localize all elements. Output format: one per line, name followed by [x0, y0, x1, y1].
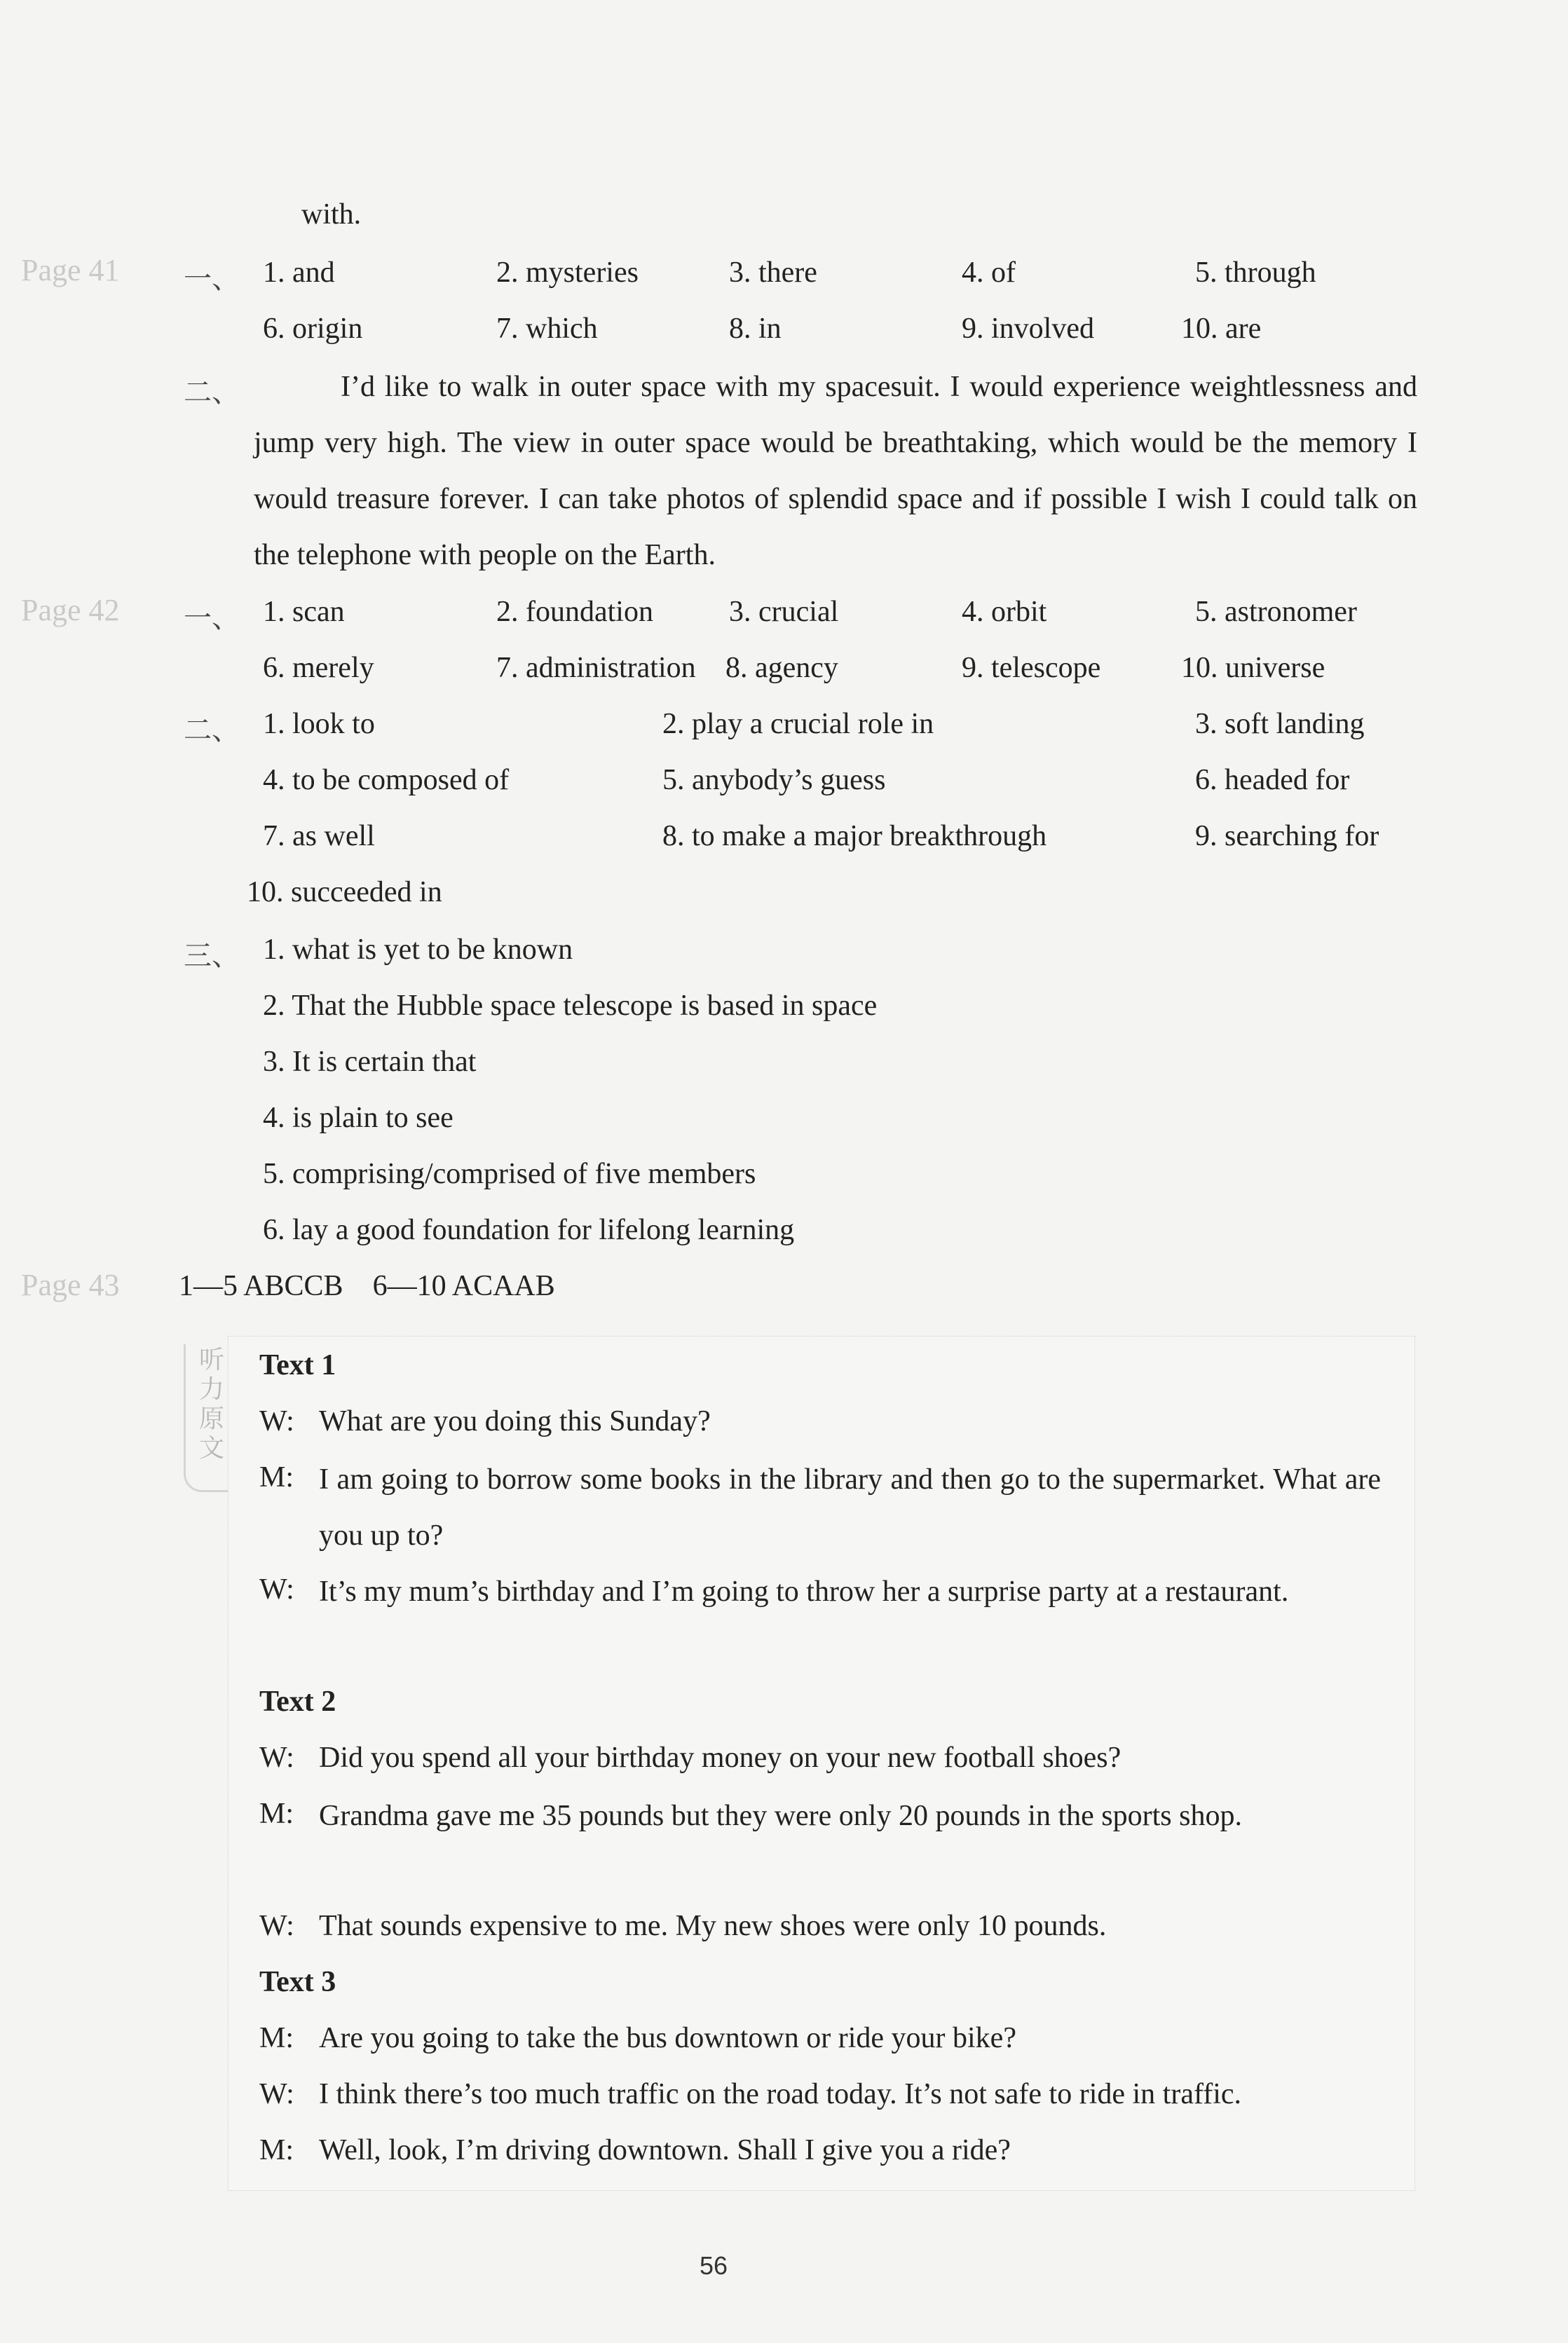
p42-section-2-marker: 二、: [184, 714, 240, 746]
text-3-title: Text 3: [259, 1966, 336, 1998]
page-number: 56: [700, 2251, 728, 2280]
speaker-label: M:: [259, 1461, 294, 1494]
p42-s2-item: 9. searching for: [1195, 820, 1379, 852]
p41-s1-item: 1. and: [263, 257, 335, 289]
page-42-label: Page 42: [21, 593, 120, 627]
p42-s1-item: 1. scan: [263, 596, 345, 628]
p42-s1-item: 2. foundation: [496, 596, 653, 628]
speaker-label: W:: [259, 1573, 294, 1606]
p41-s1-item: 5. through: [1195, 257, 1316, 289]
speaker-label: M:: [259, 2134, 294, 2166]
speaker-label: M:: [259, 1798, 294, 1830]
p42-s1-item: 6. merely: [263, 652, 374, 684]
dialogue-line: I am going to borrow some books in the library and then go to the supermarket. What are you up to?: [319, 1463, 1381, 1552]
dialogue-line: I think there’s too much traffic on the road today. It’s not safe to ride in traffic.: [319, 2078, 1242, 2110]
p42-s1-item: 5. astronomer: [1195, 596, 1357, 628]
p41-s1-item: 7. which: [496, 313, 598, 345]
p42-s3-item: 6. lay a good foundation for lifelong learning: [263, 1214, 795, 1246]
p41-s1-item: 10. are: [1181, 313, 1262, 345]
p42-s3-item: 5. comprising/comprised of five members: [263, 1158, 756, 1190]
p42-s1-item: 9. telescope: [962, 652, 1101, 684]
dialogue-line: It’s my mum’s birthday and I’m going to throw her a surprise party at a restaurant.: [319, 1576, 1289, 1608]
p42-s2-item: 8. to make a major breakthrough: [662, 820, 1047, 852]
dialogue-line: Did you spend all your birthday money on your new football shoes?: [319, 1742, 1122, 1774]
p42-s1-item: 3. crucial: [729, 596, 839, 628]
p41-s1-item: 2. mysteries: [496, 257, 639, 289]
listening-tag: 听 力 原 文: [198, 1346, 224, 1463]
p41-essay-paragraph: [254, 359, 1417, 583]
p42-s1-item: 4. orbit: [962, 596, 1047, 628]
p42-s1-item: 8. agency: [725, 652, 838, 684]
p42-s2-item: 7. as well: [263, 820, 375, 852]
p42-s2-item: 2. play a crucial role in: [662, 708, 934, 740]
p41-s1-item: 8. in: [729, 313, 782, 345]
carry-over-text: with.: [301, 198, 362, 231]
p42-s3-item: 2. That the Hubble space telescope is based in space: [263, 990, 878, 1022]
speaker-label: W:: [259, 1742, 294, 1774]
p42-section-1-marker: 一、: [184, 602, 240, 634]
p42-s2-item: 5. anybody’s guess: [662, 764, 886, 796]
p42-s2-item: 1. look to: [263, 708, 375, 740]
p41-section-2-marker: 二、: [184, 376, 240, 409]
dialogue-line: Grandma gave me 35 pounds but they were only 20 pounds in the sports shop.: [319, 1800, 1242, 1832]
p41-section-1-marker: 一、: [184, 263, 240, 295]
dialogue-line: Well, look, I’m driving downtown. Shall I give you a ride?: [319, 2134, 1011, 2166]
dialogue-line: Are you going to take the bus downtown or ride your bike?: [319, 2022, 1016, 2054]
speaker-label: W:: [259, 1405, 294, 1437]
page-43-label: Page 43: [21, 1268, 120, 1302]
text-1-title: Text 1: [259, 1349, 336, 1381]
page-41-label: Page 41: [21, 253, 120, 287]
p41-s1-item: 6. origin: [263, 313, 363, 345]
dialogue-line: What are you doing this Sunday?: [319, 1405, 711, 1437]
p42-s3-item: 4. is plain to see: [263, 1102, 454, 1134]
p41-s1-item: 4. of: [962, 257, 1016, 289]
speaker-label: M:: [259, 2022, 294, 2054]
p41-s1-item: 9. involved: [962, 313, 1094, 345]
p42-s2-item: 10. succeeded in: [247, 876, 442, 908]
p42-s1-item: 10. universe: [1181, 652, 1325, 684]
p42-s2-item: 6. headed for: [1195, 764, 1350, 796]
text-2-title: Text 2: [259, 1686, 336, 1718]
p43-answers: 1—5 ABCCB 6—10 ACAAB: [179, 1270, 555, 1302]
p42-s3-item: 1. what is yet to be known: [263, 934, 573, 966]
p41-s1-item: 3. there: [729, 257, 817, 289]
p42-s3-item: 3. It is certain that: [263, 1046, 477, 1078]
speaker-label: W:: [259, 1910, 294, 1942]
dialogue-line: That sounds expensive to me. My new shoes were only 10 pounds.: [319, 1910, 1107, 1942]
p42-s1-item: 7. administration: [496, 652, 696, 684]
p42-section-3-marker: 三、: [184, 940, 240, 972]
p42-s2-item: 4. to be composed of: [263, 764, 510, 796]
speaker-label: W:: [259, 2078, 294, 2110]
p41-essay-text: I’d like to walk in outer space with my spacesuit. I would experience weightlessness and jump very high. The view in outer space would be breathtaking, which would be the memory I would treasure forever. I can take photos of splendid space and if possible I wish I could talk on the telephone with people on the Earth.: [254, 371, 1417, 571]
p42-s2-item: 3. soft landing: [1195, 708, 1365, 740]
